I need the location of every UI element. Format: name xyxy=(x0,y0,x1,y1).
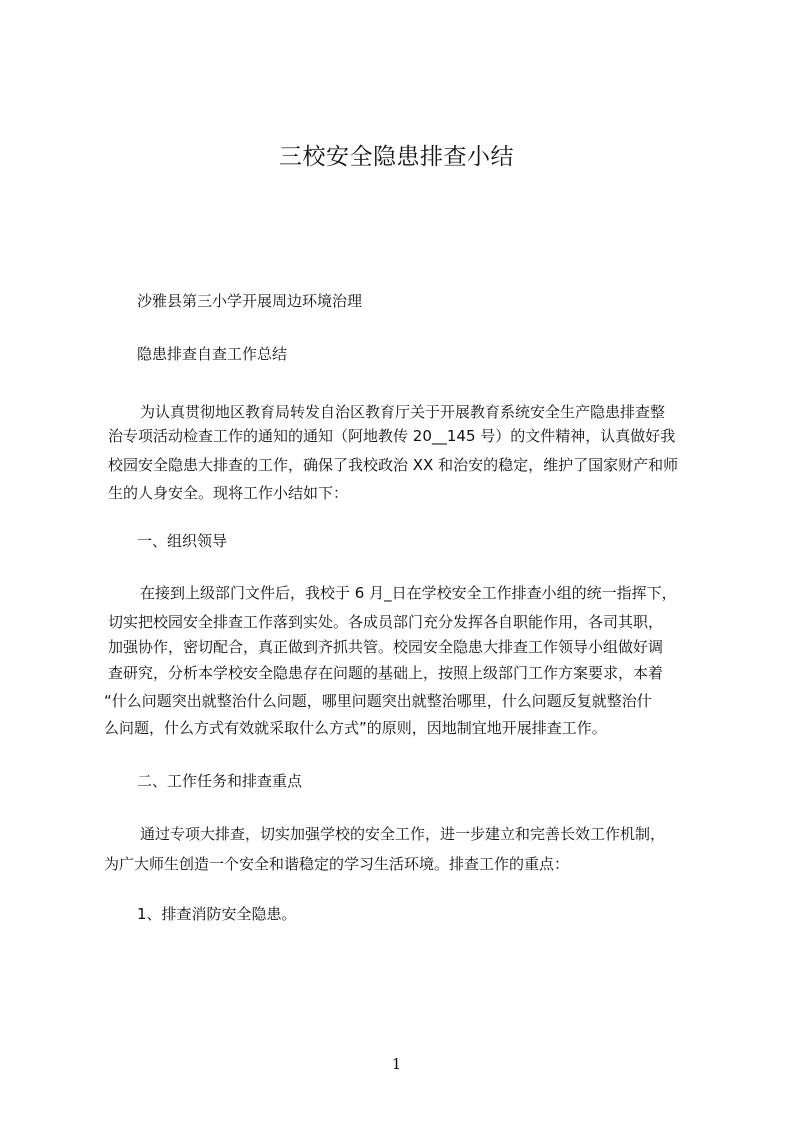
section-2-item-1: 1、排查消防安全隐患。 xyxy=(137,905,297,923)
section-1-line-3: 加强协作，密切配合，真正做到齐抓共管。校园安全隐患大排查工作领导小组做好调 xyxy=(108,638,664,656)
section-2-line-2: 为广大师生创造一个安全和谐稳定的学习生活环境。排查工作的重点： xyxy=(104,855,570,873)
intro-line-2: 治专项活动检查工作的通知的通知（阿地教传 20__145 号）的文件精神，认真做好我 xyxy=(108,427,676,445)
section-2-line-1: 通过专项大排查，切实加强学校的安全工作，进一步建立和完善长效工作机制， xyxy=(140,825,666,843)
intro-line-4: 生的人身安全。现将工作小结如下： xyxy=(108,484,349,502)
intro-line-1: 为认真贯彻地区教育局转发自治区教育厅关于开展教育系统安全生产隐患排查整 xyxy=(140,403,666,421)
intro-line-3: 校园安全隐患大排查的工作，确保了我校政治 XX 和治安的稳定，维护了国家财产和师 xyxy=(108,456,679,474)
section-1-line-1: 在接到上级部门文件后，我校于 6 月_日在学校安全工作排查小组的统一指挥下， xyxy=(140,584,677,602)
section-1-line-4: 查研究，分析本学校安全隐患存在问题的基础上，按照上级部门工作方案要求，本着 xyxy=(108,664,664,682)
section-1-heading: 一、组织领导 xyxy=(137,532,228,550)
section-1-line-5: “什么问题突出就整治什么问题，哪里问题突出就整治哪里，什么问题反复就整治什 xyxy=(104,692,652,710)
subtitle-line-2: 隐患排查自查工作总结 xyxy=(137,345,288,363)
section-1-line-2: 切实把校园安全排查工作落到实处。各成员部门充分发挥各自职能作用，各司其职， xyxy=(108,613,664,631)
document-title: 三校安全隐患排查小结 xyxy=(279,144,514,170)
section-2-heading: 二、工作任务和排查重点 xyxy=(137,772,303,790)
subtitle-line-1: 沙雅县第三小学开展周边环境治理 xyxy=(137,292,363,310)
page-number: 1 xyxy=(391,1055,402,1073)
section-1-line-6: 么问题，什么方式有效就采取什么方式”的原则，因地制宜地开展排查工作。 xyxy=(104,719,607,737)
